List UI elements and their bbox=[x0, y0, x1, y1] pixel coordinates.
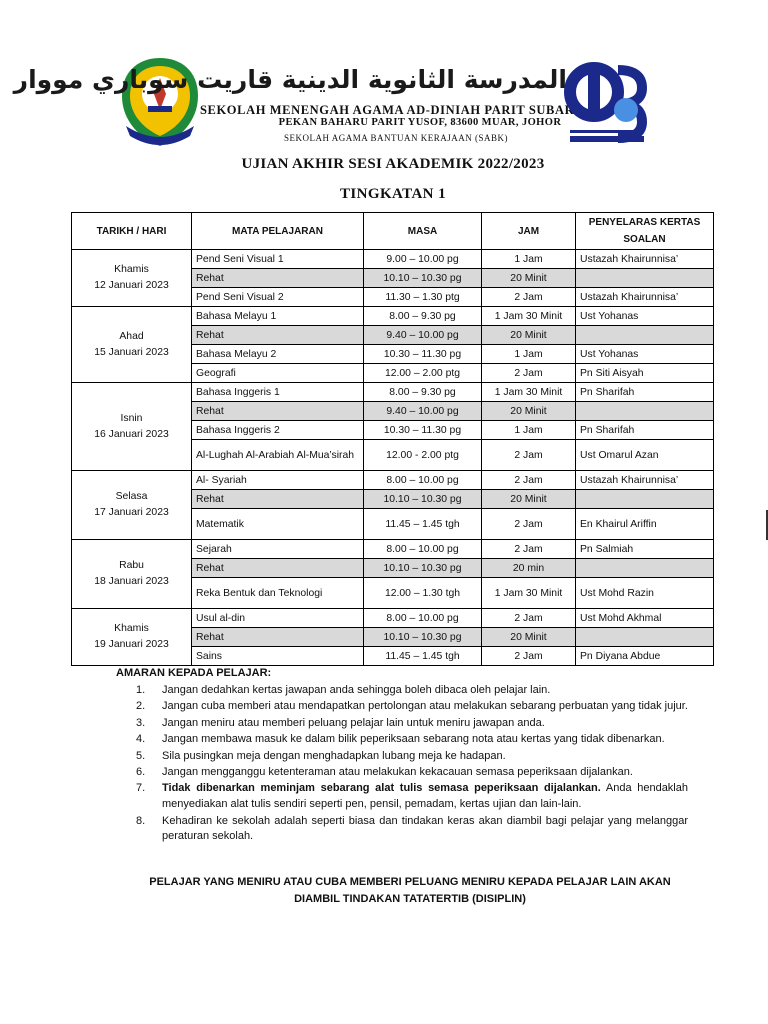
item-text: Jangan meniru atau memberi peluang pelajar lain untuk meniru jawapan anda. bbox=[162, 716, 545, 729]
day-cell bbox=[72, 250, 192, 307]
column-header-hours: JAM bbox=[482, 213, 576, 250]
time-cell: 10.30 – 11.30 pg bbox=[364, 421, 482, 440]
subject-cell: Sains bbox=[192, 647, 364, 666]
hours-cell: 1 Jam bbox=[482, 250, 576, 269]
subject-cell: Rehat bbox=[192, 326, 364, 345]
25-anniversary-logo bbox=[566, 58, 648, 148]
hours-cell: 2 Jam bbox=[482, 364, 576, 383]
hours-cell: 20 Minit bbox=[482, 628, 576, 647]
column-header-coordinator: PENYELARAS KERTAS SOALAN bbox=[576, 213, 714, 250]
item-number: 8. bbox=[136, 814, 146, 827]
table-row bbox=[72, 307, 714, 326]
list-item bbox=[136, 765, 688, 781]
subject-cell: Rehat bbox=[192, 269, 364, 288]
subject-cell: Pend Seni Visual 2 bbox=[192, 288, 364, 307]
coordinator-cell: Ust Omarul Azan bbox=[576, 440, 714, 471]
school-type: SEKOLAH AGAMA BANTUAN KERAJAAN (SABK) bbox=[284, 133, 509, 143]
item-text: Sila pusingkan meja dengan menghadapkan lubang meja ke hadapan. bbox=[162, 749, 506, 762]
coordinator-cell: En Khairul Ariffin bbox=[576, 509, 714, 540]
subject-cell: Bahasa Melayu 1 bbox=[192, 307, 364, 326]
closing-statement bbox=[130, 874, 690, 908]
coordinator-cell: Ust Yohanas bbox=[576, 307, 714, 326]
subject-cell: Geografi bbox=[192, 364, 364, 383]
table-row bbox=[72, 383, 714, 402]
coordinator-cell: Ust Mohd Akhmal bbox=[576, 609, 714, 628]
coordinator-cell: Ustazah Khairunnisa’ bbox=[576, 250, 714, 269]
subject-cell: Rehat bbox=[192, 402, 364, 421]
hours-cell: 20 min bbox=[482, 559, 576, 578]
table-header-row bbox=[72, 213, 714, 250]
time-cell: 12.00 – 1.30 tgh bbox=[364, 578, 482, 609]
time-cell: 9.40 – 10.00 pg bbox=[364, 402, 482, 421]
subject-cell: Bahasa Inggeris 1 bbox=[192, 383, 364, 402]
arabic-school-name: المدرسة الثانوية الدينية قاريت سوباري مووار bbox=[13, 65, 567, 94]
day-cell bbox=[72, 540, 192, 609]
hours-cell: 20 Minit bbox=[482, 269, 576, 288]
day-date: 16 Januari 2023 bbox=[94, 428, 169, 440]
closing-line-2: DIAMBIL TINDAKAN TATATERTIB (DISIPLIN) bbox=[294, 893, 526, 905]
coordinator-cell bbox=[576, 559, 714, 578]
item-number: 1. bbox=[136, 684, 146, 696]
subject-cell: Pend Seni Visual 1 bbox=[192, 250, 364, 269]
subject-cell: Usul al-din bbox=[192, 609, 364, 628]
item-number: 2. bbox=[136, 700, 146, 713]
time-cell: 8.00 – 9.30 pg bbox=[364, 383, 482, 402]
time-cell: 8.00 – 10.00 pg bbox=[364, 540, 482, 559]
subject-cell: Al-Lughah Al-Arabiah Al-Mua’sirah bbox=[192, 440, 364, 471]
subject-cell: Rehat bbox=[192, 559, 364, 578]
item-number: 3. bbox=[136, 716, 146, 729]
coordinator-cell bbox=[576, 269, 714, 288]
hours-cell: 1 Jam bbox=[482, 345, 576, 364]
day-date: 17 Januari 2023 bbox=[94, 507, 169, 518]
time-cell: 11.30 – 1.30 ptg bbox=[364, 288, 482, 307]
column-header-date: TARIKH / HARI bbox=[72, 213, 192, 250]
hours-cell: 1 Jam 30 Minit bbox=[482, 383, 576, 402]
item-text: Jangan cuba memberi atau mendapatkan pertolongan atau melakukan sebarang perbuatan yang tidak jujur. bbox=[162, 700, 688, 713]
item-text: Anda hendaklah menyediakan alat tulis sendiri seperti pen, pensil, pemadam, kertas ujian dan lain-lain. bbox=[162, 782, 688, 811]
coordinator-cell bbox=[576, 628, 714, 647]
coordinator-cell: Pn Salmiah bbox=[576, 540, 714, 559]
coordinator-cell: Pn Siti Aisyah bbox=[576, 364, 714, 383]
subject-cell: Sejarah bbox=[192, 540, 364, 559]
table-row bbox=[72, 540, 714, 559]
table-row bbox=[72, 609, 714, 628]
list-item bbox=[136, 732, 688, 748]
coordinator-cell: Pn Sharifah bbox=[576, 421, 714, 440]
coordinator-cell bbox=[576, 490, 714, 509]
school-name: SEKOLAH MENENGAH AGAMA AD-DINIAH PARIT SUBARI bbox=[200, 103, 580, 117]
subject-cell: Rehat bbox=[192, 490, 364, 509]
list-item bbox=[136, 683, 688, 699]
hours-cell: 2 Jam bbox=[482, 288, 576, 307]
hours-cell: 2 Jam bbox=[482, 647, 576, 666]
coordinator-cell bbox=[576, 326, 714, 345]
item-text: Jangan mengganggu ketenteraman atau melakukan kekacauan semasa peperiksaan dijalankan. bbox=[162, 765, 633, 778]
time-cell: 12.00 - 2.00 ptg bbox=[364, 440, 482, 471]
item-number: 7. bbox=[136, 782, 146, 795]
hours-cell: 1 Jam bbox=[482, 421, 576, 440]
day-name: Selasa bbox=[115, 491, 148, 502]
coordinator-cell: Ustazah Khairunnisa’ bbox=[576, 471, 714, 490]
time-cell: 9.00 – 10.00 pg bbox=[364, 250, 482, 269]
day-name: Ahad bbox=[119, 330, 144, 342]
exam-schedule-table bbox=[71, 212, 714, 666]
list-item bbox=[136, 814, 688, 846]
column-header-subject: MATA PELAJARAN bbox=[192, 213, 364, 250]
time-cell: 10.10 – 10.30 pg bbox=[364, 269, 482, 288]
warnings-title: AMARAN KEPADA PELAJAR: bbox=[116, 667, 272, 679]
time-cell: 10.10 – 10.30 pg bbox=[364, 628, 482, 647]
table-row bbox=[72, 471, 714, 490]
table-row bbox=[72, 250, 714, 269]
item-number: 5. bbox=[136, 749, 146, 762]
item-bold-text: Tidak dibenarkan meminjam sebarang alat tulis semasa peperiksaan dijalankan. bbox=[162, 782, 601, 795]
coordinator-cell: Pn Sharifah bbox=[576, 383, 714, 402]
day-cell bbox=[72, 609, 192, 666]
day-date: 15 Januari 2023 bbox=[94, 346, 169, 358]
subject-cell: Rehat bbox=[192, 628, 364, 647]
list-item bbox=[136, 749, 688, 765]
hours-cell: 20 Minit bbox=[482, 490, 576, 509]
list-item bbox=[136, 716, 688, 732]
hours-cell: 2 Jam bbox=[482, 440, 576, 471]
time-cell: 8.00 – 10.00 pg bbox=[364, 609, 482, 628]
day-name: Isnin bbox=[120, 412, 143, 424]
day-date: 12 Januari 2023 bbox=[94, 280, 169, 291]
time-cell: 11.45 – 1.45 tgh bbox=[364, 647, 482, 666]
subject-cell: Bahasa Inggeris 2 bbox=[192, 421, 364, 440]
subject-cell: Reka Bentuk dan Teknologi bbox=[192, 578, 364, 609]
coordinator-cell: Ustazah Khairunnisa’ bbox=[576, 288, 714, 307]
list-item bbox=[136, 699, 688, 715]
day-date: 19 Januari 2023 bbox=[94, 639, 169, 650]
day-cell bbox=[72, 471, 192, 540]
coordinator-cell: Ust Mohd Razin bbox=[576, 578, 714, 609]
time-cell: 8.00 – 9.30 pg bbox=[364, 307, 482, 326]
day-name: Khamis bbox=[114, 623, 149, 634]
list-item bbox=[136, 781, 688, 813]
school-address: PEKAN BAHARU PARIT YUSOF, 83600 MUAR, JOHOR bbox=[278, 117, 562, 128]
exam-title: UJIAN AKHIR SESI AKADEMIK 2022/2023 bbox=[241, 156, 545, 172]
day-cell bbox=[72, 383, 192, 471]
time-cell: 10.10 – 10.30 pg bbox=[364, 490, 482, 509]
day-cell bbox=[72, 307, 192, 383]
subject-cell: Bahasa Melayu 2 bbox=[192, 345, 364, 364]
item-text: Jangan membawa masuk ke dalam bilik peperiksaan sebarang nota atau kertas yang tidak dibenarkan. bbox=[162, 733, 665, 746]
hours-cell: 2 Jam bbox=[482, 609, 576, 628]
time-cell: 11.45 – 1.45 tgh bbox=[364, 509, 482, 540]
item-number: 6. bbox=[136, 765, 146, 778]
time-cell: 10.10 – 10.30 pg bbox=[364, 559, 482, 578]
hours-cell: 20 Minit bbox=[482, 326, 576, 345]
time-cell: 12.00 – 2.00 ptg bbox=[364, 364, 482, 383]
hours-cell: 2 Jam bbox=[482, 471, 576, 490]
item-text: Jangan dedahkan kertas jawapan anda sehingga boleh dibaca oleh pelajar lain. bbox=[162, 684, 551, 696]
day-name: Rabu bbox=[119, 560, 144, 571]
warnings-list bbox=[136, 683, 688, 846]
hours-cell: 2 Jam bbox=[482, 540, 576, 559]
subject-cell: Matematik bbox=[192, 509, 364, 540]
subject-cell: Al- Syariah bbox=[192, 471, 364, 490]
hours-cell: 1 Jam 30 Minit bbox=[482, 307, 576, 326]
hours-cell: 1 Jam 30 Minit bbox=[482, 578, 576, 609]
column-header-time: MASA bbox=[364, 213, 482, 250]
time-cell: 10.30 – 11.30 pg bbox=[364, 345, 482, 364]
time-cell: 9.40 – 10.00 pg bbox=[364, 326, 482, 345]
item-number: 4. bbox=[136, 733, 146, 746]
item-text: Kehadiran ke sekolah adalah seperti biasa dan tindakan keras akan diambil bagi pelajar yang melanggar peraturan sekolah. bbox=[162, 814, 688, 843]
day-name: Khamis bbox=[114, 264, 149, 275]
coordinator-cell: Ust Yohanas bbox=[576, 345, 714, 364]
hours-cell: 20 Minit bbox=[482, 402, 576, 421]
closing-line-1: PELAJAR YANG MENIRU ATAU CUBA MEMBERI PELUANG MENIRU KEPADA PELAJAR LAIN AKAN bbox=[149, 876, 671, 888]
exam-form: TINGKATAN 1 bbox=[340, 186, 446, 202]
day-date: 18 Januari 2023 bbox=[94, 576, 169, 587]
hours-cell: 2 Jam bbox=[482, 509, 576, 540]
coordinator-cell: Pn Diyana Abdue bbox=[576, 647, 714, 666]
time-cell: 8.00 – 10.00 pg bbox=[364, 471, 482, 490]
coordinator-cell bbox=[576, 402, 714, 421]
